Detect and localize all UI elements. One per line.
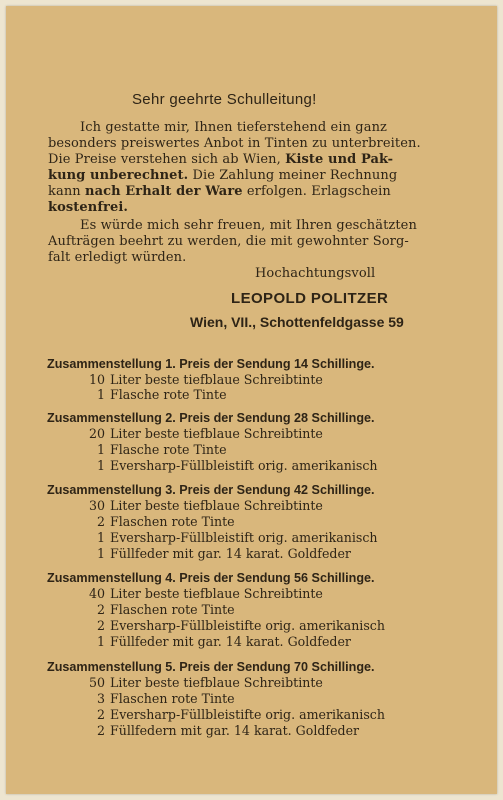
offer-3-heading: Zusammenstellung 3. Preis der Sendung 42 Schillinge. [47,483,375,497]
offer-5-item-4 [87,723,359,739]
item-text: Füllfeder mit gar. 14 karat. Goldfeder [110,546,351,561]
paragraph1-line6: kostenfrei. [48,200,129,215]
item-qty: 2 [96,723,105,738]
paragraph1-bold-kiste: Kiste und Pak- [285,152,394,167]
item-qty: 1 [96,442,105,457]
offer-1-heading: Zusammenstellung 1. Preis der Sendung 14 Schillinge. [47,357,375,371]
item-qty: 1 [96,530,105,545]
offer-2-item-3 [87,458,378,474]
item-text: Flaschen rote Tinte [110,691,235,706]
offer-1-item-1 [87,372,323,388]
item-qty: 2 [96,602,105,617]
item-qty: 1 [96,546,105,561]
offer-4-item-2 [87,602,235,618]
item-qty: 2 [96,514,105,529]
item-text: Flaschen rote Tinte [110,514,235,529]
offer-5-item-2 [87,691,235,707]
paragraph1-line3 [48,152,393,168]
offer-3-item-1 [87,498,323,514]
item-qty: 1 [96,634,105,649]
item-text: Liter beste tiefblaue Schreibtinte [110,586,323,601]
paragraph1-line3-text: Die Preise verstehen sich ab Wien, [48,152,286,167]
item-qty: 2 [96,618,105,633]
sender-address: Wien, VII., Schottenfeldgasse 59 [190,314,404,330]
paragraph1-bold-erhalt: nach Erhalt der Ware [85,184,243,199]
paragraph2-line2: Aufträgen beehrt zu werden, die mit gewohnter Sorg- [48,234,409,249]
paragraph1-bold-kung: kung unberechnet. [48,168,189,183]
paragraph1-line5-text-a: kann [48,184,86,199]
paragraph2-line1: Es würde mich sehr freuen, mit Ihren geschätzten [80,218,417,233]
offer-4-item-1 [87,586,323,602]
item-qty: 20 [88,426,105,441]
item-qty: 2 [96,707,105,722]
offer-2-item-2 [87,442,227,458]
item-text: Flasche rote Tinte [110,387,227,402]
sender-name: LEOPOLD POLITZER [231,290,389,307]
item-text: Liter beste tiefblaue Schreibtinte [110,675,323,690]
offer-4-heading: Zusammenstellung 4. Preis der Sendung 56 Schillinge. [47,571,375,585]
item-qty: 10 [88,372,105,387]
paragraph1-line5-text-c: erfolgen. Erlagschein [242,184,391,199]
offer-3-item-3 [87,530,378,546]
item-text: Eversharp-Füllbleistift orig. amerikanisch [110,458,378,473]
paragraph1-line4 [48,168,397,184]
item-qty: 50 [88,675,105,690]
item-qty: 3 [96,691,105,706]
paragraph2-line3: falt erledigt würden. [48,250,187,265]
item-text: Flaschen rote Tinte [110,602,235,617]
item-qty: 30 [88,498,105,513]
offer-5-item-3 [87,707,385,723]
offer-3-item-4 [87,546,351,562]
paragraph1-line4-text: Die Zahlung meiner Rechnung [188,168,398,183]
item-qty: 1 [96,387,105,402]
offer-4-item-3 [87,618,385,634]
item-text: Eversharp-Füllbleistifte orig. amerikanisch [110,618,385,633]
item-text: Liter beste tiefblaue Schreibtinte [110,426,323,441]
item-text: Liter beste tiefblaue Schreibtinte [110,372,323,387]
item-text: Eversharp-Füllbleistift orig. amerikanisch [110,530,378,545]
paragraph1-line5 [48,184,391,200]
greeting: Sehr geehrte Schulleitung! [132,91,317,108]
paragraph1-line1: Ich gestatte mir, Ihnen tieferstehend ein ganz [80,120,387,135]
offer-5-item-1 [87,675,323,691]
item-text: Liter beste tiefblaue Schreibtinte [110,498,323,513]
item-text: Füllfeder mit gar. 14 karat. Goldfeder [110,634,351,649]
offer-2-heading: Zusammenstellung 2. Preis der Sendung 28 Schillinge. [47,411,375,425]
item-qty: 1 [96,458,105,473]
item-qty: 40 [88,586,105,601]
item-text: Füllfedern mit gar. 14 karat. Goldfeder [110,723,360,738]
offer-4-item-4 [87,634,351,650]
offer-1-item-2 [87,387,227,403]
paragraph1-line2: besonders preiswertes Anbot in Tinten zu unterbreiten. [48,136,421,151]
offer-5-heading: Zusammenstellung 5. Preis der Sendung 70 Schillinge. [47,660,375,674]
offer-3-item-2 [87,514,235,530]
item-text: Eversharp-Füllbleistifte orig. amerikanisch [110,707,385,722]
closing-salutation: Hochachtungsvoll [255,266,376,281]
item-text: Flasche rote Tinte [110,442,227,457]
offer-2-item-1 [87,426,323,442]
